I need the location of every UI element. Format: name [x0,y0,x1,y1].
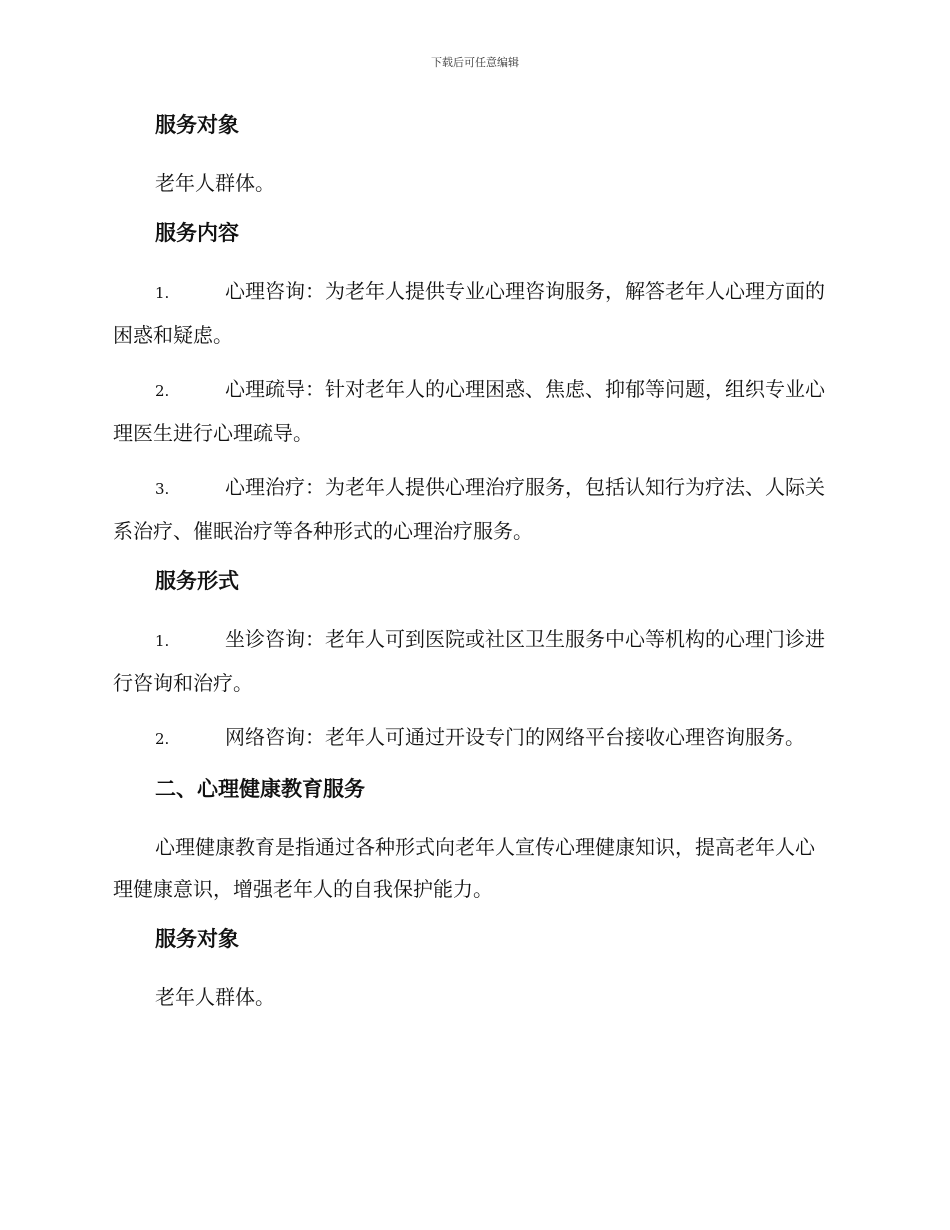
paragraph-education-intro: 心理健康教育是指通过各种形式向老年人宣传心理健康知识，提高老年人心理健康意识，增强老年人的自我保护能力。 [113,835,815,901]
list-number: 2. [155,730,170,748]
paragraph-target-group: 老年人群体。 [155,171,275,195]
list-item-text: 心理疏导：针对老年人的心理困惑、焦虑、抑郁等问题，组织专业心理医生进行心理疏导。 [113,377,825,445]
section-heading-service-content: 服务内容 [155,221,239,245]
list-number: 3. [155,480,170,498]
list-item-text: 心理咨询：为老年人提供专业心理咨询服务，解答老年人心理方面的困惑和疑虑。 [113,279,825,347]
list-item-text: 网络咨询：老年人可通过开设专门的网络平台接收心理咨询服务。 [225,725,805,749]
list-item-therapy [113,466,833,552]
page-header: 下载后可任意编辑 [431,56,519,69]
list-item-online-consult [113,716,833,760]
document-body [113,108,833,1030]
list-item-clinic-consult [113,618,833,704]
list-item-text: 坐诊咨询：老年人可到医院或社区卫生服务中心等机构的心理门诊进行咨询和治疗。 [113,627,825,695]
section-heading-service-target: 服务对象 [155,113,239,137]
section-heading-service-form: 服务形式 [155,569,239,593]
list-number: 1. [155,284,170,302]
list-number: 1. [155,632,170,650]
section-heading-service-target-2: 服务对象 [155,927,239,951]
list-item-counseling [113,270,833,356]
list-item-text: 心理治疗：为老年人提供心理治疗服务，包括认知行为疗法、人际关系治疗、催眠治疗等各种形式的心理治疗服务。 [113,475,825,543]
paragraph-target-group-2: 老年人群体。 [155,985,275,1009]
section-heading-education: 二、心理健康教育服务 [155,777,365,801]
list-number: 2. [155,382,170,400]
list-item-guidance [113,368,833,454]
